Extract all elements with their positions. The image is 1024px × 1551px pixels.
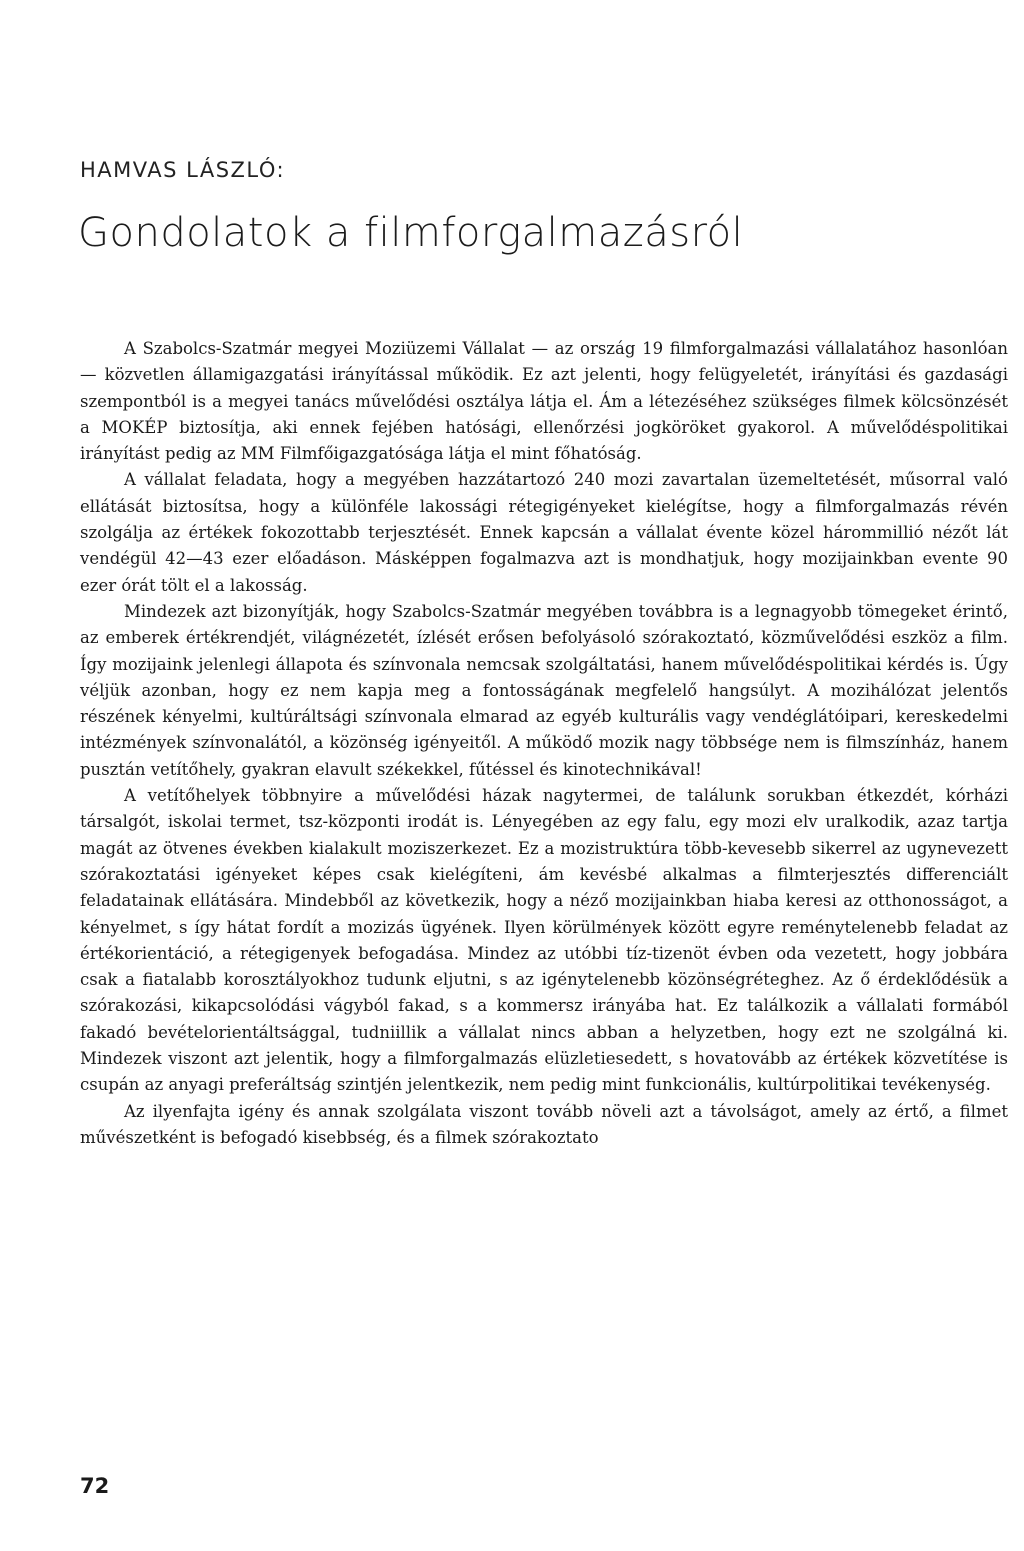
author-name: HAMVAS LÁSZLÓ:: [80, 158, 286, 182]
paragraph-5: Az ilyenfajta igény és annak szolgálata viszont tovább növeli azt a távolságot, amely az értő, a filmet művészetként is befogadó kisebbség, és a filmek szórakoztato: [80, 1101, 1008, 1147]
paragraph-3: Mindezek azt bizonyítják, hogy Szabolcs-Szatmár megyében továbbra is a legnagyobb tömegeket érintő, az emberek értékrendjét, világnézetét, ízlését erősen befolyásoló szórakoztató, közművelődési eszköz a film. Így mozijaink jelenlegi állapota és színvonala nemcsak szolgáltatási, hanem művelődéspolitikai kérdés is. Úgy véljük azonban, hogy ez nem kapja meg a fontosságának megfelelő hangsúlyt. A mozihálózat jelentős részének kényelmi, kultúráltsági színvonala elmarad az egyéb kulturális vagy vendéglátóipari, kereskedelmi intézmények színvonalától, a közönség igényeitől. A működő mozik nagy többsége nem is filmszínház, hanem pusztán vetítőhely, gyakran elavult székekkel, fűtéssel és kinotechnikával!: [80, 601, 1008, 779]
paragraph-4: A vetítőhelyek többnyire a művelődési házak nagytermei, de találunk sorukban étkezdét, kórházi társalgót, iskolai termet, tsz-központi irodát is. Lényegében az egy falu, egy mozi elv uralkodik, azaz tartja magát az ötvenes években kialakult moziszerkezet. Ez a mozistruktúra több-kevesebb sikerrel az ugynevezett szórakoztatási igényeket képes csak kielégíteni, ám kevésbé alkalmas a filmterjesztés differenciált feladatainak ellátására. Mindebből az következik, hogy a néző mozijainkban hiaba keresi az otthonosságot, a kényelmet, s így hátat fordít a mozizás ügyének. Ilyen körülmények között egyre reménytelenebb feladat az értékorientáció, a rétegigenyek befogadása. Mindez az utóbbi tíz-tizenöt évben oda vezetett, hogy jobbára csak a fiatalabb korosztályokhoz tudunk eljutni, s az igénytelenebb közönségréteghez. Az ő érdeklődésük a szórakozási, kikapcsolódási vágyból fakad, s a kommersz irányába hat. Ez találkozik a vállalati formából fakadó bevételorientáltsággal, tudniillik a vállalat nincs abban a helyzetben, hogy ezt ne szolgálná ki. Mindezek viszont azt jelentik, hogy a filmforgalmazás elüzletiesedett, s hovatovább az értékek közvetítése is csupán az anyagi preferáltság szintjén jelentkezik, nem pedig mint funkcionális, kultúrpolitikai tevékenység.: [80, 786, 1008, 1095]
page-number: 72: [80, 1474, 110, 1498]
article-body-text: [80, 336, 1008, 1151]
article-title: Gondolatok a filmforgalmazásról: [78, 210, 744, 256]
paragraph-1: A Szabolcs-Szatmár megyei Moziüzemi Vállalat — az ország 19 filmforgalmazási vállalatához hasonlóan — közvetlen államigazgatási irányítással működik. Ez azt jelenti, hogy felügyeletét, irányítási és gazdasági szempontból is a megyei tanács művelődési osztálya látja el. Ám a létezéséhez szükséges filmek kölcsönzését a MOKÉP biztosítja, aki ennek fejében hatósági, ellenőrzési jogköröket gyakorol. A művelődéspolitikai irányítást pedig az MM Filmfőigazgatósága látja el mint főhatóság.: [80, 339, 1008, 464]
paragraph-2: A vállalat feladata, hogy a megyében hazzátartozó 240 mozi zavartalan üzemeltetését, műsorral való ellátását biztosítsa, hogy a különféle lakossági rétegigényeket kielégítse, hogy a filmforgalmazás révén szolgálja az értékek fokozottabb terjesztését. Ennek kapcsán a vállalat évente közel hárommillió nézőt lát vendégül 42—43 ezer előadáson. Másképpen fogalmazva azt is mondhatjuk, hogy mozijainkban evente 90 ezer órát tölt el a lakosság.: [80, 470, 1008, 595]
